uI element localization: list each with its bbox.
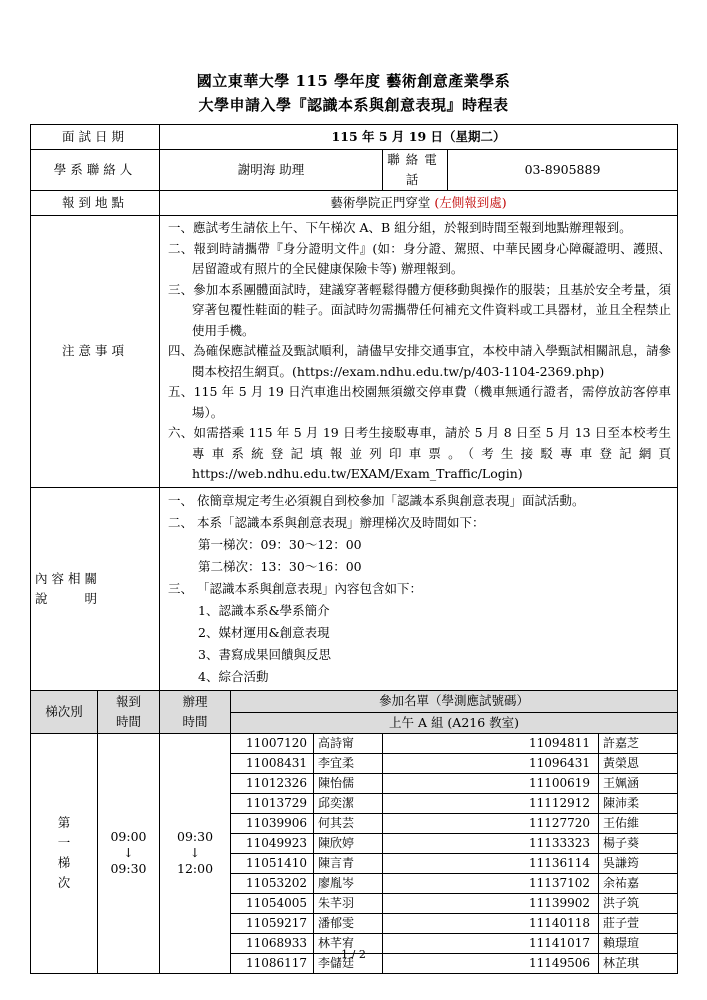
phone-label: 聯絡電話 <box>383 150 448 191</box>
session-time: 第二梯次：13：30～16：00 <box>198 558 362 574</box>
col-run-line2: 時間 <box>182 713 208 729</box>
applicant-id: 11007120 <box>231 733 314 753</box>
applicant-id: 11068933 <box>231 933 314 953</box>
col-list-header: 參加名單（學測應試號碼） <box>231 690 678 712</box>
page-number: 1 / 2 <box>341 948 366 961</box>
notes-content <box>160 216 678 488</box>
applicant-name: 陳欣婷 <box>314 833 383 853</box>
content-label <box>31 487 160 690</box>
phone-value: 03-8905889 <box>448 150 678 191</box>
content-label-line1: 內容相關 <box>35 570 102 586</box>
applicant-name: 余祐嘉 <box>599 873 678 893</box>
document-title-line2: 大學申請入學『認識本系與創意表現』時程表 <box>198 96 509 114</box>
note-item: 四、為確保應試權益及甄試順利，請儘早安排交通事宜，本校申請入學甄試相關訊息，請參閱本校招生網頁。(https://exam.ndhu.edu.tw/p/403-1104-2369.php) <box>168 343 672 379</box>
note-item: 二、報到時請攜帶『身分證明文件』(如：身分證、駕照、中華民國身心障礙證明、護照、居留證或有照片的全民健康保險卡等) 辦理報到。 <box>168 240 672 276</box>
notes-label: 注意事項 <box>31 216 160 488</box>
applicant-name: 陳言青 <box>314 853 383 873</box>
document-title-line1: 國立東華大學 115 學年度 藝術創意產業學系 <box>196 72 511 90</box>
applicant-name: 林芊宥 <box>314 933 383 953</box>
run-time-end: 12:00 <box>177 861 214 876</box>
applicant-name: 何其芸 <box>314 813 383 833</box>
applicant-name: 陳沛柔 <box>599 793 678 813</box>
applicant-id: 11149506 <box>383 953 599 973</box>
applicant-name: 高詩甯 <box>314 733 383 753</box>
applicant-id: 11051410 <box>231 853 314 873</box>
applicant-id: 11053202 <box>231 873 314 893</box>
down-arrow-icon: ↓ <box>189 845 201 860</box>
session-name-char: 一 <box>57 835 71 850</box>
checkin-time <box>98 733 160 973</box>
applicant-id: 11100619 <box>383 773 599 793</box>
col-checkin-line1: 報到 <box>116 693 142 709</box>
applicant-id: 11008431 <box>231 753 314 773</box>
applicant-name: 黃榮恩 <box>599 753 678 773</box>
location-place: 藝術學院正門穿堂 <box>330 195 431 210</box>
contact-label: 學系聯絡人 <box>31 150 160 191</box>
col-run-header <box>160 690 231 733</box>
applicant-name: 潘郁雯 <box>314 913 383 933</box>
applicant-name: 王姵涵 <box>599 773 678 793</box>
applicant-id: 11136114 <box>383 853 599 873</box>
applicant-name: 吳謙筠 <box>599 853 678 873</box>
content-line: 一、 依簡章規定考生必須親自到校參加「認識本系與創意表現」面試活動。 <box>168 492 585 508</box>
applicant-name: 賴璟瑄 <box>599 933 678 953</box>
session-name-char: 梯 <box>57 855 71 870</box>
applicant-name: 邱奕潔 <box>314 793 383 813</box>
applicant-name: 王佑維 <box>599 813 678 833</box>
note-item: 五、115 年 5 月 19 日汽車進出校園無須繳交停車費（機車無通行證者，需停放訪客停車場）。 <box>168 384 672 420</box>
note-item: 一、應試考生請依上午、下午梯次 A、B 組分組，於報到時間至報到地點辦理報到。 <box>168 220 632 235</box>
applicant-name: 林芷琪 <box>599 953 678 973</box>
applicant-name: 楊子葵 <box>599 833 678 853</box>
location-value <box>160 191 678 216</box>
col-checkin-line2: 時間 <box>116 713 142 729</box>
applicant-name: 廖胤岑 <box>314 873 383 893</box>
applicant-id: 11049923 <box>231 833 314 853</box>
down-arrow-icon: ↓ <box>123 845 134 860</box>
applicant-id: 11012326 <box>231 773 314 793</box>
applicant-id: 11140118 <box>383 913 599 933</box>
col-run-line1: 辦理 <box>182 693 208 709</box>
group-a-header: 上午 A 組 (A216 教室) <box>231 712 678 733</box>
checkin-time-start: 09:00 <box>110 829 147 844</box>
applicant-name: 洪子筑 <box>599 893 678 913</box>
applicant-id: 11059217 <box>231 913 314 933</box>
session-name-char: 第 <box>57 815 71 830</box>
applicant-name: 陳怡儒 <box>314 773 383 793</box>
col-session-header: 梯次別 <box>31 690 98 733</box>
applicant-id: 11133323 <box>383 833 599 853</box>
content-item: 4、綜合活動 <box>198 668 269 684</box>
table-row <box>31 733 678 753</box>
applicant-id: 11013729 <box>231 793 314 813</box>
session-name-char: 次 <box>57 875 71 890</box>
note-item: 三、參加本系團體面試時，建議穿著輕鬆得體方便移動與操作的服裝；且基於安全考量，須穿著包覆性鞋面的鞋子。面試時勿需攜帶任何補充文件資料或工具器材，並且全程禁止使用手機。 <box>168 281 672 338</box>
checkin-time-end: 09:30 <box>110 861 147 876</box>
applicant-id: 11112912 <box>383 793 599 813</box>
content-item: 1、認識本系&學系簡介 <box>198 602 330 618</box>
run-time <box>160 733 231 973</box>
content-item: 3、書寫成果回饋與反思 <box>198 646 331 662</box>
run-time-start: 09:30 <box>177 829 214 844</box>
interview-date-label: 面試日期 <box>31 125 160 150</box>
contact-name: 謝明海 助理 <box>160 150 383 191</box>
content-description <box>160 487 678 690</box>
col-checkin-header <box>98 690 160 733</box>
applicant-id: 11127720 <box>383 813 599 833</box>
applicant-id: 11086117 <box>231 953 314 973</box>
location-note: (左側報到處) <box>434 195 507 210</box>
applicant-name: 朱芊羽 <box>314 893 383 913</box>
applicant-name: 許嘉芝 <box>599 733 678 753</box>
content-label-line2: 說 明 <box>35 590 102 606</box>
schedule-table <box>30 124 678 974</box>
applicant-id: 11141017 <box>383 933 599 953</box>
applicant-id: 11096431 <box>383 753 599 773</box>
applicant-name: 李宜柔 <box>314 753 383 773</box>
session-name <box>31 733 98 973</box>
content-item: 2、媒材運用&創意表現 <box>198 624 330 640</box>
content-line: 二、 本系「認識本系與創意表現」辦理梯次及時間如下： <box>168 514 485 530</box>
applicant-id: 11139902 <box>383 893 599 913</box>
applicant-id: 11039906 <box>231 813 314 833</box>
note-item: 六、如需搭乘 115 年 5 月 19 日考生接駁專車，請於 5 月 8 日至 5 月 13 日至本校考生專車系統登記填報並列印車票。（考生接駁專車登記網頁 https://web.ndhu.edu.tw/EXAM/Exam_Traffic/Login) <box>168 425 672 481</box>
applicant-id: 11137102 <box>383 873 599 893</box>
interview-date-value: 115 年 5 月 19 日（星期二） <box>160 125 678 150</box>
applicant-name: 莊子萱 <box>599 913 678 933</box>
applicant-id: 11054005 <box>231 893 314 913</box>
applicant-name: 李儲廷 <box>314 953 383 973</box>
applicant-id: 11094811 <box>383 733 599 753</box>
session-time: 第一梯次：09：30～12：00 <box>198 536 362 552</box>
location-label: 報到地點 <box>31 191 160 216</box>
content-line: 三、 「認識本系與創意表現」內容包含如下： <box>168 580 422 596</box>
